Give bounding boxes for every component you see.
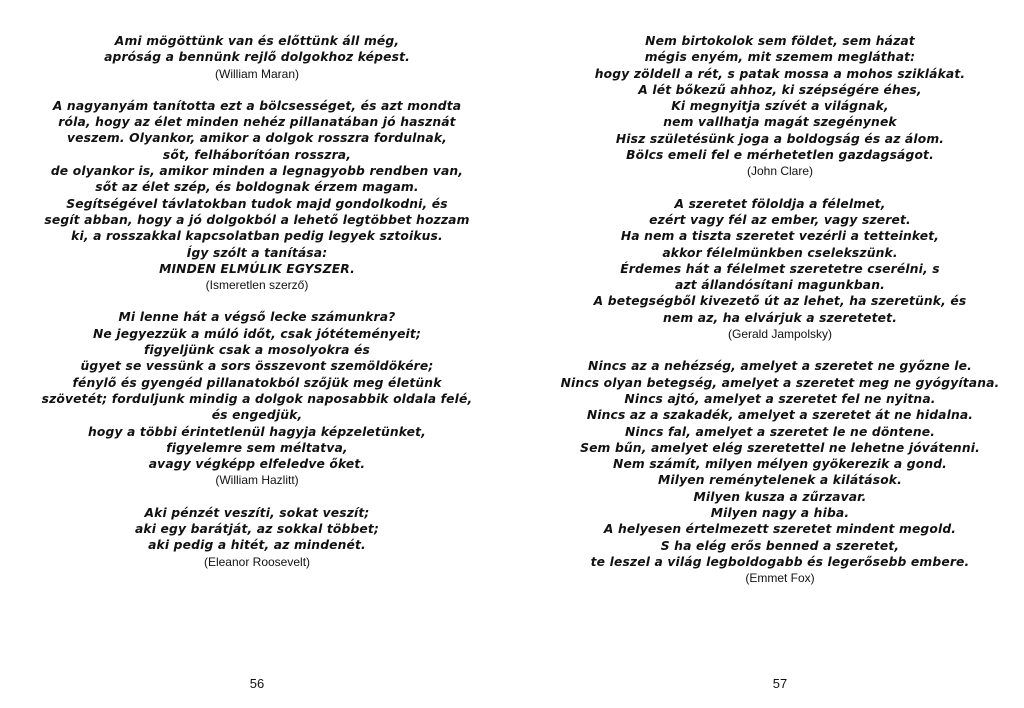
quote-line: hogy zöldell a rét, s patak mossa a mohos sziklákat.: [594, 66, 966, 81]
right-page-quotes: [555, 33, 1005, 603]
quote-line: Nincs fal, amelyet a szeretet le ne döntene.: [624, 424, 936, 439]
quote-line: Ami mögöttünk van és előttünk áll még,: [114, 34, 400, 48]
page-number: 56: [249, 676, 265, 691]
quote-line: te leszel a világ legboldogabb és legerősebb embere.: [590, 554, 970, 569]
quote-line: segít abban, hogy a jó dolgokból a lehető legtöbbet hozzam: [44, 212, 470, 227]
quote-line: Nincs ajtó, amelyet a szeretet fel ne nyitna.: [624, 391, 936, 406]
quote-author: (Eleanor Roosevelt): [203, 554, 311, 569]
quote-clare: [555, 33, 1005, 180]
quote-line: nem az, ha elvárjuk a szeretetet.: [662, 310, 898, 325]
quote-line: aki egy barátját, az sokkal többet;: [134, 522, 380, 537]
quote-line: Sem bűn, amelyet elég szeretettel ne lehetne jóvátenni.: [580, 440, 980, 455]
quote-line: hogy a többi érintetlenül hagyja képzeletünket,: [87, 424, 426, 439]
quote-line: A nagyanyám tanította ezt a bölcsességet, és azt mondta: [52, 98, 462, 113]
quote-line: Ki megnyitja szívét a világnak,: [671, 99, 889, 114]
quote-line: apróság a bennünk rejlő dolgokhoz képest.: [104, 50, 410, 65]
quote-line: és engedjük,: [211, 408, 303, 423]
quote-line: sőt az élet szép, és boldognak érzem magam.: [95, 180, 419, 195]
quote-line: veszem. Olyankor, amikor a dolgok rosszra fordulnak,: [67, 131, 447, 146]
quote-maran: [30, 33, 484, 82]
quote-line: aki pedig a hitét, az mindenét.: [148, 538, 366, 553]
quote-line: fénylő és gyengéd pillanatokból szőjük meg életünk: [72, 375, 442, 390]
quote-jampolsky: [555, 196, 1005, 343]
quote-line: Nincs olyan betegség, amelyet a szeretet meg ne gyógyítana.: [560, 375, 1000, 390]
quote-line: Nincs az a szakadék, amelyet a szeretet át ne hidalna.: [586, 408, 974, 423]
quote-line: Aki pénzét veszíti, sokat veszít;: [144, 505, 370, 520]
page-number: 57: [772, 676, 788, 691]
quote-line: nem vallhatja magát szegénynek: [663, 115, 897, 130]
quote-line: ezért vagy fél az ember, vagy szeret.: [649, 212, 911, 227]
left-page: [30, 0, 484, 708]
right-page: [555, 0, 1005, 708]
quote-line: A helyesen értelmezett szeretet mindent megold.: [603, 522, 957, 537]
quote-author: (William Hazlitt): [215, 473, 299, 488]
quote-line: ki, a rosszakkal kapcsolatban pedig legyek sztoikus.: [71, 229, 443, 244]
quote-roosevelt: [30, 505, 484, 570]
quote-line: de olyankor is, amikor minden a legnagyobb rendben van,: [50, 164, 464, 179]
quote-author: (John Clare): [746, 164, 814, 179]
quote-line: MINDEN ELMÚLIK EGYSZER.: [159, 261, 355, 276]
quote-line: Ne jegyezzük a múló időt, csak jótéteményeit;: [92, 326, 422, 341]
quote-author: (Emmet Fox): [745, 571, 815, 586]
quote-author: (Ismeretlen szerző): [205, 278, 309, 293]
quote-author: (Gerald Jampolsky): [727, 327, 833, 342]
quote-line: figyelemre sem méltatva,: [166, 440, 348, 455]
quote-line: S ha elég erős benned a szeretet,: [660, 538, 900, 553]
quote-fox: [555, 358, 1005, 586]
quote-line: Ha nem a tiszta szeretet vezérli a tetteinket,: [620, 229, 940, 244]
quote-author: (William Maran): [215, 66, 299, 81]
quote-line: avagy végképp elfeledve őket.: [148, 457, 366, 472]
quote-line: Hisz születésünk joga a boldogság és az álom.: [615, 131, 945, 146]
quote-line: Segítségével távlatokban tudok majd gondolkodni, és: [66, 196, 448, 211]
quote-line: Nem számít, milyen mélyen gyökerezik a gond.: [613, 457, 947, 472]
quote-line: sőt, felháborítóan rosszra,: [162, 147, 352, 162]
left-page-quotes: [30, 33, 484, 586]
quote-line: ügyet se vessünk a sors összevont szemöldökére;: [80, 359, 434, 374]
quote-line: A lét bőkezű ahhoz, ki szépségére éhes,: [638, 82, 922, 97]
quote-line: róla, hogy az élet minden nehéz pillanatában jó hasznát: [58, 115, 456, 130]
quote-line: Milyen nagy a hiba.: [710, 506, 850, 521]
quote-line: akkor félelmünkben cselekszünk.: [662, 245, 898, 260]
quote-line: figyeljünk csak a mosolyokra és: [144, 343, 370, 358]
quote-line: mégis enyém, mit szemem megláthat:: [644, 50, 916, 65]
quote-line: Milyen reménytelenek a kilátások.: [658, 473, 902, 488]
quote-hazlitt: [30, 309, 484, 488]
quote-line: A betegségből kivezető út az lehet, ha szeretünk, és: [593, 294, 967, 309]
quote-line: Nincs az a nehézség, amelyet a szeretet ne győzne le.: [588, 359, 972, 374]
quote-line: Így szólt a tanítása:: [186, 245, 328, 260]
quote-line: Milyen kusza a zűrzavar.: [693, 489, 867, 504]
quote-line: Nem birtokolok sem földet, sem házat: [645, 34, 915, 48]
quote-line: A szeretet föloldja a félelmet,: [674, 196, 886, 211]
quote-line: Bölcs emeli fel e mérhetetlen gazdagságot.: [626, 148, 934, 163]
quote-line: azt állandósítani magunkban.: [675, 278, 885, 293]
quote-line: szövetét; forduljunk mindig a dolgok naposabbik oldala felé,: [41, 391, 473, 406]
quote-unknown: [30, 98, 484, 294]
quote-line: Mi lenne hát a végső lecke számunkra?: [118, 310, 396, 325]
quote-line: Érdemes hát a félelmet szeretetre cserélni, s: [620, 261, 940, 276]
